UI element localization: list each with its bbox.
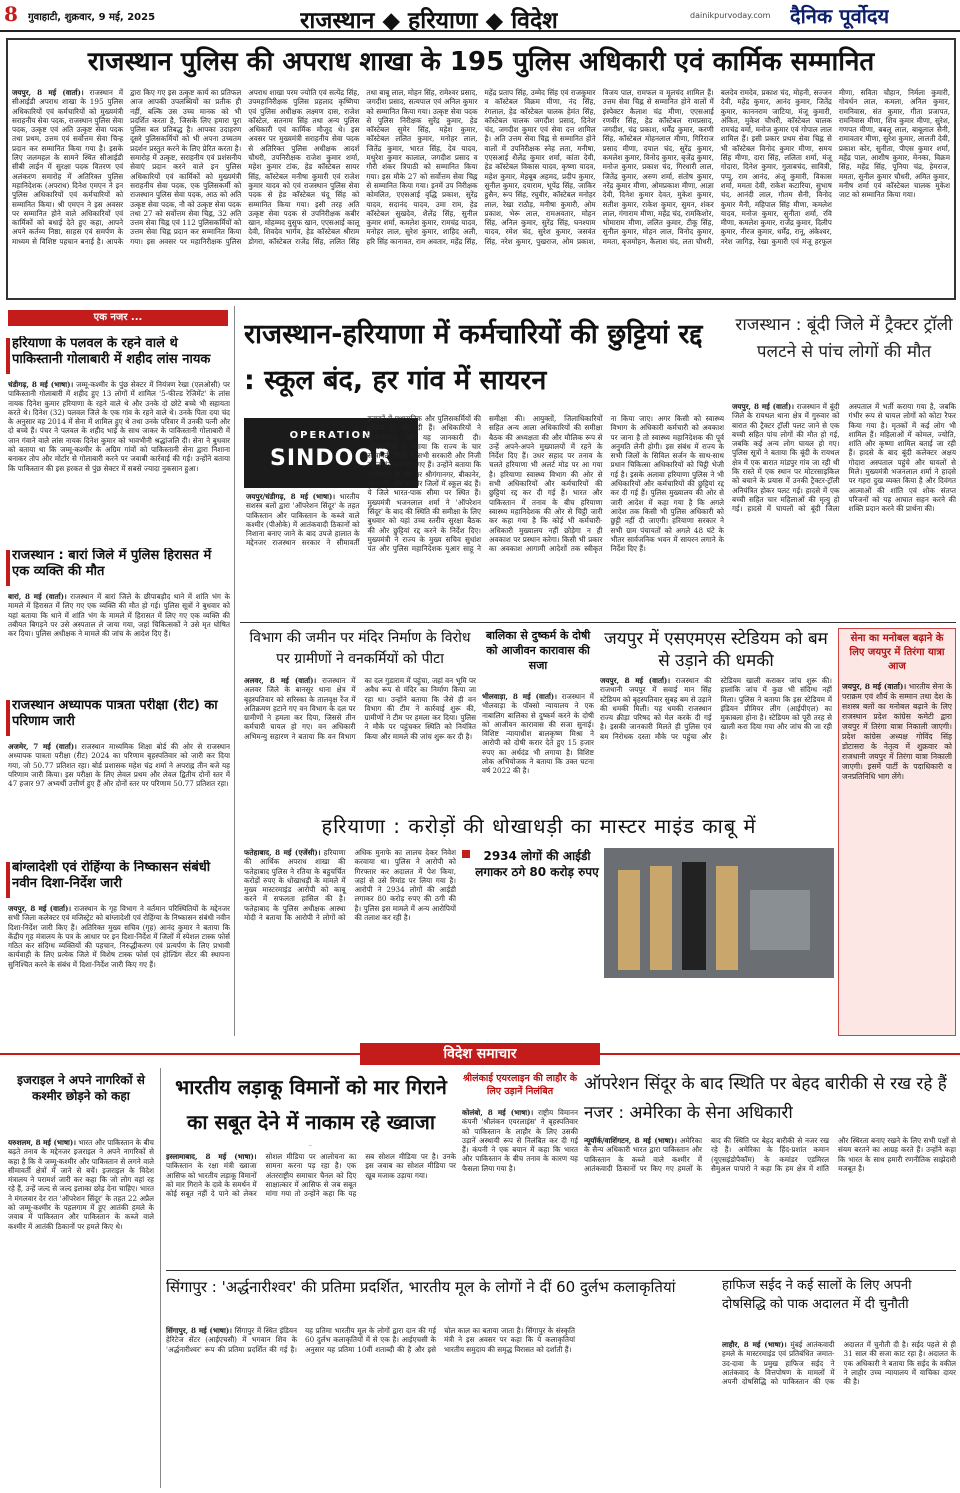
temple-headline: विभाग की जमीन पर मंदिर निर्माण के विरोध पर ग्रामीणों ने वनकर्मियों को पीटा	[249, 630, 471, 667]
officer-figure	[716, 866, 738, 970]
sms-dateline: जयपुर, 8 मई (वार्ता)।	[600, 676, 671, 685]
bundi-headline: राजस्थान : बूंदी जिले में ट्रैक्टर ट्रॉली पलटने से पांच लोगों की मौत	[735, 315, 953, 362]
usa-body	[584, 1136, 956, 1264]
divider	[166, 1270, 956, 1271]
srilanka-dateline: कोलंबो, 8 मई (भाषा)।	[462, 1108, 534, 1117]
bullet-icon	[462, 850, 470, 858]
lead-body	[12, 88, 950, 296]
srilanka-headline: श्रीलंकाई एयरलाइन की लाहौर के लिए उड़ानें निलंबित	[462, 1073, 578, 1097]
story-reet-text: राजस्थान माध्यमिक शिक्षा बोर्ड की ओर से राजस्थान अध्यापक पात्रता परीक्षा (रीट) 2024 का परिणाम बृहस्पतिवार को जारी कर दिया गया, जो 50.77 प्रतिशत रहा। बोर्ड प्रशासक महेश चंद्र शर्मा ने अपराह्न तीन बजे यह परिणाम जारी किया। इस परीक्षा के लिए लेवल प्रथम और लेवल द्वितीय दोनों स्तर में 47 हजार 97 अभ्यर्थी उत्तीर्ण हुए हैं और दोनों स्तर पर परिणाम 50.77 प्रतिशत रहा।	[8, 742, 230, 789]
story-reet-headline: राजस्थान अध्यापक पात्रता परीक्षा (रीट) का परिणाम जारी	[12, 698, 218, 729]
main-story-body	[246, 414, 724, 620]
hafiz-text: मुंबई आतंकवादी हमले के मास्टरमाइंड एवं प्रतिबंधित जमात-उद-दावा के प्रमुख हाफिज सईद ने आतंकवाद के वित्तपोषण के मामलों में अपनी दोषसिद्धि को पाकिस्तान की एक अदालत में चुनौती दी है। सईद पहले से ही 31 साल की सजा काट रहा है। अदालत के एक अधिकारी ने बताया कि सईद के वकील ने लाहौर उच्च न्यायालय में याचिका दायर की है।	[722, 1340, 956, 1387]
fraud-body	[244, 848, 456, 1034]
operation-label: OPERATION	[289, 430, 373, 441]
israel-text: भारत और पाकिस्तान के बीच बढ़ते तनाव के मद्देनजर इजराइल ने अपने नागरिकों से कहा है कि वे जम्मू-कश्मीर और पाकिस्तान से लगने वाले सीमावर्ती क्षेत्रों में जाने से बचें। इजराइल के विदेश मंत्रालय ने परामर्श जारी कर कहा कि जो लोग वहां रह रहे हैं, उन्हें जल्द से जल्द इलाका छोड़ देना चाहिए। भारत ने मंगलवार देर रात 'ऑपरेशन सिंदूर' के तहत 22 अप्रैल को जम्मू-कश्मीर के पहलगाम में हुए आतंकी हमले के जवाब में पाकिस्तान और पाकिस्तान के कब्जे वाले कश्मीर में आतंकी ठिकानों पर हमले किए थे।	[8, 1138, 154, 1231]
army-box-body	[842, 682, 952, 1032]
bundi-text: राजस्थान में बूंदी जिले के रायथल थाना क्षेत्र में गुरुवार को बारात की ट्रैक्टर ट्रॉली पलट जाने से एक बच्ची सहित पांच लोगों की मौत हो गई, जबकि कई अन्य लोग घायल हो गए। पुलिस सूत्रों ने बताया कि बूंदी के रायथल क्षेत्र में एक बारात मांडपुर गांव जा रही थी कि रास्ते में एक स्थान पर मोटरसाइकिल को बचाने के प्रयास में उनकी ट्रैक्टर-ट्रॉली अनियंत्रित होकर पलट गई। हादसे में एक बच्ची सहित चार महिलाओं की मृत्यु हो गई। हादसे में घायलों को बूंदी जिला अस्पताल में भर्ती कराया गया है, जबकि गंभीर रूप से घायल लोगों को कोटा रैफर किया गया है। मृतकों में कई लोग भी शामिल हैं। महिलाओं में कोमल, ज्योति, शांति और कृष्णा शामिल बताई जा रही हैं। हादसे के बाद बूंदी कलेक्टर अक्षय गोदारा अस्पताल पहुंचे और घायलों से मिले। मुख्यमंत्री भजनलाल शर्मा ने हादसे पर गहरा दुख व्यक्त किया है और दिवंगत आत्माओं की शांति एवं शोक संतप्त परिजनों को यह आघात सहन करने की शक्ति प्रदान करने की प्रार्थना की।	[732, 402, 956, 514]
accent-bar	[6, 700, 10, 736]
israel-body	[8, 1138, 154, 1488]
story-bangladeshi-text: राजस्थान के गृह विभाग ने वर्तमान परिस्थितियों के मद्देनजर सभी जिला कलेक्टर एवं मजिस्ट्रेट को बांग्लादेशी एवं रोहिंग्या के निष्कासन संबंधी नवीन दिशा-निर्देश जारी किए हैं। अतिरिक्त मुख्य सचिव (गृह) आनंद कुमार ने बताया कि केंद्रीय गृह मंत्रालय के पत्र के आधार पर इन दिशा-निर्देश में जिलों में स्पेशल टास्क फोर्स गठित कर संदिग्ध व्यक्तियों की पहचान, निरुद्धीकरण एवं प्रत्यर्पण के लिए प्रभावी कार्यवाही के लिए प्रत्येक जिले में विशेष टास्क फोर्स एवं होल्डिंग सेंटर की स्थापना सुनिश्चित करने के संबंध में दिशा-निर्देश जारी किए गए हैं।	[8, 904, 230, 969]
edition-date: गुवाहाटी, शुक्रवार, 9 मई, 2025	[28, 12, 156, 23]
image-spacer	[246, 414, 360, 492]
story-palwal-headline: हरियाणा के पलवल के रहने वाले थे पाकिस्तानी गोलाबारी में शहीद लांस नायक	[12, 336, 211, 367]
story-palwal-body	[8, 380, 230, 538]
videsh-banner: विदेश समाचार	[360, 1043, 600, 1065]
story-palwal-text: जम्मू-कश्मीर के पुंछ सेक्टर में नियंत्रण रेखा (एलओसी) पर पाकिस्तानी गोलाबारी में शहीद हुए 13 लोगों में शामिल '5-फील्ड रेजिमेंट' के लांस नायक दिनेश कुमार हरियाणा के रहने वाले थे और उनके दो छोटे बच्चे भी सहायता करते थे। दिनेश (32) पलवल जिले के एक गांव के रहने वाले थे। उनके पिता दया चंद के अनुसार वह 2014 में सेना में शामिल हुए थे तथा उनके परिवार में उनकी पत्नी और दो बच्चे हैं। पंचर ने पलवल के शहीद भाई के साथ जाकर के पाकिस्तानी गोलाबारी में जान गंवाने वाले लांस नायक दिनेश कुमार को भावभीनी श्रद्धांजलि दी। सेना ने बुधवार को बताया था कि जम्मू-कश्मीर के अग्रिम गांवों को पाकिस्तानी सेना द्वारा निशाना बनाकर तोप और मोर्टार से गोलाबारी करने पर जवाबी कार्रवाई की गई। उन्होंने बताया कि पाकिस्तान की इस हरकत से पुंछ सेक्टर में सबसे ज्यादा नुकसान हुआ।	[8, 380, 230, 473]
temple-body	[244, 676, 476, 808]
accused-figure	[682, 862, 706, 970]
balika-text: राजस्थान में भीलवाड़ा के पॉक्सो न्यायालय ने एक नाबालिग बालिका से दुष्कर्म करने के दोषी को आजीवन कारावास की सजा सुनाई। विशिष्ट न्यायाधीश बालकृष्ण मिश्रा ने आरोपी को दोषी करार देते हुए 15 हजार रुपए का अर्थदंड भी लगाया है। विशिष्ट लोक अभियोजक ने बताया कि उक्त घटना वर्ष 2022 की है।	[482, 692, 594, 776]
balika-dateline: भीलवाड़ा, 8 मई (वार्ता)।	[482, 692, 557, 701]
asif-dateline: इस्लामाबाद, 8 मई (भाषा)।	[166, 1152, 257, 1161]
sms-headline: जयपुर में एसएमएस स्टेडियम को बम से उड़ाने की धमकी	[604, 629, 828, 671]
story-baran-body	[8, 592, 230, 688]
usa-text: अमेरिका के सैन्य अधिकारी भारत द्वारा पाकिस्तान और पाकिस्तान के कब्जे वाले कश्मीर में आतंकवादी ठिकानों पर किए गए हमलों के बाद की स्थिति पर बेहद बारीकी से नजर रख रहे हैं। अमेरिका के हिंद-प्रशांत कमान (यूएसइंडोपैकॉम) के कमांडर एडमिरल सैमुअल पापारो ने कहा कि हम क्षेत्र में शांति और स्थिरता बनाए रखने के लिए सभी पक्षों से संयम बरतने का आग्रह करते हैं। उन्होंने कहा कि भारत के साथ हमारी रणनीतिक साझेदारी मजबूत है।	[584, 1136, 956, 1173]
newspaper-logo: दैनिक पूर्वोदय	[790, 4, 890, 28]
israel-dateline: यरुशलम, 8 मई (भाषा)।	[8, 1138, 76, 1147]
singapore-text: सिंगापुर में स्थित इंडियन हेरिटेज सेंटर (आईएचसी) में भगवान शिव के 'अर्द्धनारीश्वर' रूप की प्रतिमा प्रदर्शित की गई है। यह प्रतिमा भारतीय मूल के लोगों द्वारा दान की गई 60 दुर्लभ कलाकृतियों में से एक है। आईएचसी के अनुसार यह प्रतिमा 10वीं शताब्दी की है और इसे चोल काल का बताया जाता है। सिंगापुर के संस्कृति मंत्री ने इस अवसर पर कहा कि ये कलाकृतियां भारतीय समुदाय की समृद्ध विरासत को दर्शाती हैं।	[166, 1326, 575, 1354]
desk-figure	[750, 890, 810, 950]
fraud-dateline: फतेहाबाद, 8 मई (एजेंसी)।	[244, 848, 321, 857]
page-number: 8	[4, 2, 18, 26]
hafiz-headline: हाफिज सईद ने कई सालों के लिए अपनी दोषसिद्धि को पाक अदालत में दी चुनौती	[722, 1278, 912, 1312]
sms-body	[600, 676, 832, 808]
main-story-text: भारतीय सशस्त्र बलों द्वारा 'ऑपरेशन सिंदूर' के तहत पाकिस्तान और पाकिस्तान के कब्जे वाले कश्मीर (पीओके) में आतंकवादी ठिकानों को निशाना बनाए जाने के बाद उपजे हालात के मद्देनजर राजस्थान सरकार ने सीमावर्ती इलाकों में प्रशासनिक और पुलिसकर्मियों की छुट्टियां रद्द कर दी हैं। अधिकारियों ने बृहस्पतिवार को यह जानकारी दी। अधिकारियों ने बताया कि राज्य के चार सीमावर्ती जिलों में सभी सरकारी और निजी स्कूल बंद कर दिए गए हैं। उन्होंने बताया कि एहतियात के तौर पर श्रीगंगानगर, बीकानेर, जैसलमेर और बाड़मेर जिलों में स्कूल बंद हैं। ये जिले भारत-पाक सीमा पर स्थित हैं। मुख्यमंत्री भजनलाल शर्मा ने 'ऑपरेशन सिंदूर' के बाद की स्थिति की समीक्षा के लिए बुधवार को यहां उच्च स्तरीय सुरक्षा बैठक की और छुट्टियां रद्द करने के निर्देश दिए। मुख्यमंत्री ने राज्य के मुख्य सचिव सुधांश पंत और पुलिस महानिदेशक यूआर साहू ने समीक्षा की। आयुक्तों, जिलाधिकारियों सहित अन्य आला अधिकारियों की समीक्षा बैठक की अध्यक्षता की और मौलिक रूप से उन्हें अपने-अपने मुख्यालयों में रहने के निर्देश दिए हैं। उधर सहाद पर तनाव के चलते हरियाणा भी अलर्ट मोड पर आ गया है। हरियाणा स्वास्थ्य विभाग की ओर से सभी अधिकारियों और कर्मचारियों की छुट्टियां रद्द कर दी गई हैं। भारत और पाकिस्तान में तनाव के बीच हरियाणा स्वास्थ्य महानिदेशक की ओर से चिट्ठी जारी कर कहा गया है कि कोई भी कर्मचारी-अधिकारी मुख्यालय नहीं छोड़ेगा न ही अवकाश पर प्रस्थान करेगा। किसी भी प्रकार का अवकाश आगामी आदेशों तक स्वीकृत ना किया जाए। अगर किसी को स्वास्थ्य विभाग के अधिकारी कर्मचारी को अवकाश पर जाना है तो स्वास्थ्य महानिदेशक की पूर्व अनुमति लेनी होगी। इस संबंध में राज्य के सभी जिलों के सिविल सर्जन के साथ-साथ प्रधान चिकित्सा अधिकारियों को चिट्ठी भेजी गई है। इसके अलावा हरियाणा पुलिस ने भी अधिकारियों और कर्मचारियों की छुट्टियां रद्द कर दी गई हैं। पुलिस मुख्यालय की ओर से जारी आदेश में कहा गया है कि अगले आदेश तक किसी भी पुलिस अधिकारी को छुट्टी नहीं दी जाएगी। हरियाणा सरकार ने सभी ग्राम पंचायतों को अगले 48 घंटे के भीतर सार्वजनिक भवन में सायरन लगाने के निर्देश दिए हैं।	[246, 414, 724, 554]
usa-headline: ऑपरेशन सिंदूर के बाद स्थिति पर बेहद बारीकी से रख रहे हैं नजर : अमेरिका के सेना अधिकारी	[584, 1074, 947, 1123]
sms-text: राजस्थान की राजधानी जयपुर में सवाई मान सिंह स्टेडियम को बृहस्पतिवार सुबह बम से उड़ाने की धमकी मिली। यह धमकी राजस्थान राज्य क्रीड़ा परिषद को मेल करके दी गई है। इसकी जानकारी मिलते ही पुलिस एवं बम निरोधक दस्ता मौके पर पहुंचा और स्टेडियम खाली कराकर जांच शुरू की। हालांकि जांच में कुछ भी संदिग्ध नहीं मिला। पुलिस ने बताया कि इस स्टेडियम में इंडियन प्रीमियर लीग (आईपीएल) का मुकाबला होना है। स्टेडियम को पूरी तरह से खाली करा दिया गया और जांच की जा रही है।	[600, 676, 832, 741]
accent-bar	[6, 550, 10, 586]
column-rule	[234, 306, 235, 1036]
website-link[interactable]: dainikpurvoday.com	[690, 11, 771, 20]
asif-body	[166, 1152, 456, 1264]
army-box-title: सेना का मनोबल बढ़ाने के लिए जयपुर में तिरंगा यात्रा आज	[849, 633, 945, 672]
fraud-headline: हरियाणा : करोड़ों की धोखाधड़ी का मास्टर माइंड काबू में	[321, 814, 757, 838]
story-baran-dateline: बारां, 8 मई (वार्ता)।	[8, 592, 67, 601]
asif-headline: भारतीय लड़ाकू विमानों को मार गिराने का सबूत देने में नाकाम रहे ख्वाजा	[175, 1075, 447, 1134]
israel-headline: इजराइल ने अपने नागरिकों से कश्मीर छोड़ने को कहा	[17, 1073, 145, 1103]
hafiz-body	[722, 1340, 956, 1488]
hafiz-dateline: लाहौर, 8 मई (भाषा)।	[722, 1340, 787, 1349]
fraud-box-title: 2934 लोगों की आईडी लगाकर ठगे 80 करोड़ रुपए	[475, 849, 599, 879]
army-box-text: भारतीय सेना के पराक्रम एवं शौर्य के सम्मान तथा देश के सशस्त्र बलों का मनोबल बढ़ाने के लिए राजस्थान प्रदेश कांग्रेस कमेटी द्वारा जयपुर में तिरंगा यात्रा निकाली जाएगी। प्रदेश कांग्रेस अध्यक्ष गोविंद सिंह डोटासरा के नेतृत्व में शुक्रवार को राजधानी जयपुर में तिरंगा यात्रा निकाली जाएगी। इसमें पार्टी के पदाधिकारी व जनप्रतिनिधि भाग लेंगे।	[842, 682, 952, 781]
main-story-headline: राजस्थान-हरियाणा में कर्मचारियों की छुट्टियां रद्द : स्कूल बंद, हर गांव में सायरन	[244, 319, 703, 396]
srilanka-text: राष्ट्रीय विमानन कंपनी 'श्रीलंकन एयरलाइंस' ने बृहस्पतिवार को पाकिस्तान के लाहौर के लिए उसकी उड़ानें अस्थायी रूप से निलंबित कर दी गई हैं। कंपनी ने एक बयान में कहा कि भारत और पाकिस्तान के बीच तनाव के कारण यह फैसला लिया गया है।	[462, 1108, 578, 1173]
lead-body-text: राजस्थान में सीआईडी अपराध शाखा के 195 पुलिस अधिकारियों एवं कर्मचारियों को मुख्यमंत्री सराहनीय सेवा पदक, राजस्थान पुलिस सेवा पदक, उत्कृष्ट एवं अति उत्कृष्ट सेवा पदक तथा प्रथम, उत्तम एवं सर्वोत्तम सेवा चिन्ह प्रदान कर सम्मानित किया गया है। इसके लिए जलमहल के सामने स्थित सीआईडी सीबी लाईन में सुरक्षा पदक वितरण एवं अलंकरण समारोह में अतिरिक्त पुलिस महानिदेशक (अपराध) दिनेश एमएन ने इन पुलिस अधिकारियों एवं कर्मचारियों को सम्मानित किया। श्री एमएन ने इस अवसर पर सम्मानित होने वाले अधिकारियों एवं कार्मिकों को बधाई देते हुए कहा, आपने अपने कर्तव्य निष्ठा, साहस एवं समर्पण के माध्यम से विशिष्ट पहचान बनाई है। आपके द्वारा किए गए इस उत्कृष्ट कार्य का प्रतिफल आज आपकी उपलब्धियों का प्रतीक ही नहीं, बल्कि उस उच्च मानक को भी प्रदर्शित करता है, जिसके लिए हमारा पूरा पुलिस बल प्रतिबद्ध है। आपका उदाहरण दूसरे पुलिसकर्मियों को भी अपना उच्चतम प्रदर्शन प्रस्तुत करने के लिए प्रेरित करता है। समारोह में उत्कृष्ट, सराहनीय एवं प्रशंसनीय सेवाएं प्रदान करने वाले इन पुलिस अधिकारियों एवं कार्मिकों को मुख्यमंत्री सराहनीय सेवा पदक, एक पुलिसकर्मी को राजस्थान पुलिस सेवा पदक, आठ को अति उत्कृष्ट सेवा पदक, नौ को उत्कृष्ट सेवा पदक तथा 27 को सर्वोत्तम सेवा चिह्न, 32 अति उत्तम सेवा चिह्न एवं 112 पुलिसकर्मियों को उत्तम सेवा चिह्न प्रदान कर सम्मानित किया गया। इस अवसर पर महानिरीक्षक पुलिस अपराध शाखा परम ज्योति एवं सत्येंद्र सिंह, उपमहानिरीक्षक पुलिस प्रहलाद कृष्णिया एवं पुलिस अधीक्षक लक्ष्मण दास, राजेश कॉस्टेल, सतनाम सिंह तथा अन्य पुलिस अधिकारी एवं कार्मिक मौजूद थे। इस अवसर पर मुख्यमंत्री सराहनीय सेवा पदक से अतिरिक्त पुलिस अधीक्षक आदर्श चौधरी, उपनिरीक्षक राजेश कुमार शर्मा, महेश कुमार टांक, हेड कॉस्टेबल सायर सिंह, कॉस्टेबल मनीषा कुमारी एवं राजेश कुमार यादव को एवं राजस्थान पुलिस सेवा पदक से हेड कॉस्टेबल चंदू सिंह को सम्मानित किया गया। इसी तरह अति उत्कृष्ट सेवा पदक से उपनिरीक्षक कबीर खान, मोहम्मद युसुफ खान, एएसआई कालू देवी, शिवदेव भार्गव, हेड कॉस्टेबल श्रीराम डोगरा, कॉस्टेबल राजेंद्र सिंह, ललित सिंह तथा बाबू लाल, मोहन सिंह, रामेश्वर प्रसाद, जगदीश प्रसाद, सत्यपाल एवं अनिल कुमार को सम्मानित किया गया। उत्कृष्ट सेवा पदक से पुलिस निरीक्षक सुरेंद्र कुमार, हेड कॉस्टेबल सुमेर सिंह, महेश कुमार, कॉस्टेबल ललित कुमार, मनोहर लाल, जितेंद्र कुमार, भारत सिंह, देव यादव, मथुरेश कुमार कालाल, जगदीश प्रसाद व गौरी शंकर त्रिपाठी को सम्मानित किया गया। इस मौके 27 को सर्वोत्तम सेवा चिह्न से सम्मानित किया गया। इनमें उप निरीक्षक कोमलित, एएसआई वृद्धि प्रकाश, सुरेंद्र यादव, सदानंद यादव, उमा राम, हेड कॉस्टेबल सुखदेव, शैलेंद्र सिंह, सुनील कुमार शर्मा, कमलेश कुमार, रामचंद्र यादव, मनोहर लाल, सुरेश कुमार, शाहिद अली, हरि सिंह कानावत, राम अवतार, महेंद्र सिंह, महेंद्र प्रताप सिंह, उम्मेद सिंह एवं राजकुमार व कॉस्टेबल विक्रम मीणा, नंद सिंह, रंगलाल, हेड कॉस्टेबल चालक हेमंत सिंह, कॉस्टेबल चालक जगदीश प्रसाद, दिनेश चंद, जगदीश कुमार एवं सेवा दत्त शामिल है। अति उत्तम सेवा चिह्न से सम्मानित होने वालों में उपनिरीक्षक स्नेह लता, मनीषा, एएसआई शैलेंद्र कुमार शर्मा, कांता देवी, हेड कॉस्टेबल विकास यादव, कृष्णा यादव, महेश कुमार, मेहबूब अहमद, प्रदीप कुमार, सुनील कुमार, दयाराम, भूपेंद्र सिंह, जाकिर हुसैन, रूप सिंह, रघुवीर, कॉस्टेबल मनोहर लाल, रेखा राठौड़, मनीषा कुमारी, ओम प्रकाश, भेरू लाल, रामअवतार, मोहन सिंह, अनिल कुमार, सुरेंद्र सिंह, घनश्याम यादव, रमेश चंद, सुरेश कुमार, जसवंत सिंह, नरेश कुमार, पुखराज, ओम प्रकाश, विजय पाल, रामफल व मूलचंद शामिल हैं। उत्तम सेवा चिह्न से सम्मानित होने वालों में इंस्पेक्टर कैलाश चंद्र मीणा, एएसआई रणवीर सिंह, हेड कॉस्टेबल रामप्रसाद, जगदीश, चंद्र प्रकाश, धर्मेंद्र कुमार, करणी सिंह, कॉस्टेबल मोहनलाल मीणा, गिरिराज प्रसाद मीणा, दयाल चंद, सुरेंद्र कुमार, कमलेश कुमार, विनोद कुमार, बृजेंद्र कुमार, मनोज कुमार, प्रकाश चंद, गिरधारी लाल, जितेंद्र कुमार, अरुण शर्मा, संतोष कुमार, नरेंद्र कुमार मीणा, ओमप्रकाश मीणा, आज्ञा देवी, दिनेश कुमार देवत, मुकेश कुमार, सतीश कुमार, राकेश कुमार, सुमन, शंकर लाल, गंगाराम मीणा, महेंद्र चंद, रामकिशोर, भोमाराम मीणा, ललित कुमार, टीकू सिंह, सुनील कुमार, मोहन लाल, विनोद कुमार, ममता, बृजमोहन, कैलाश चंद, लता चौधरी, बलदेव रामदेव, प्रकाश चंद, मोहनी, सज्जन देवी, महेंद्र कुमार, आनंद कुमार, जितेंद्र कुमार, काननराम जाटिया, मंजू कुमारी, अंकित, मुकेश चौधरी, कॉस्टेबल चालक रामचंद्र वर्मा, मनोज कुमार एवं गोपाल लाल शामिल हैं। इसी प्रकार प्रथम सेवा चिह्न से भी कॉस्टेबल विनोद कुमार मीणा, समय सिंह मीणा, दारा सिंह, ललिता शर्मा, मंजू गोदारा, दिनेश कुमार, गुलाबचंद, सावित्री, पप्पू, राम आनंद, अंजू कुमारी, विकास शर्मा, ममता देवी, राकेश कटारिया, सुभाष चंद, आनंदी लाल, गौतम सैनी, विनोद कुमार मैनी, महिपाल सिंह मीणा, कमलेश यादव, मनोज कुमार, सुनीता शर्मा, रवि मीणा, कमलेश कुमार, राजेंद्र कुमार, दिलीप कुमार, नीरज कुमार, धर्मेंद्र, रानू, अंकेश्वर, नरेश जागिड़, रेखा कुमारी एवं मंजू हरफूल मीणा, सविता चौहान, निर्मला कुमारी, गोवर्धन लाल, कमला, अनिल कुमार, रामनिवास, संत कुमार, गीता प्रजापत, रामनिवास मीणा, शिव कुमार मीणा, सुरेश, गणपत मीणा, बबलू लाल, बाबूलाल सैनी, रामावतार मीणा, सुरेश कुमार, लालती देवी, प्रकाश कोर, सुनीता, पीएस कुमार शर्मा, महेंद्र पाल, आशीष कुमार, मेनका, विक्रम सिंह, महेंद्र सिंह, पूनिया चंद्र, हेमराज, ममता, सुनील कुमार चौधरी, अमित कुमार, मनीष शर्मा एवं कॉस्टेबल चालक मुकेश जाट को सम्मानित किया गया।	[12, 88, 950, 246]
column-rule	[160, 1068, 161, 1488]
usa-dateline: न्यूयॉर्क/वाशिंगटन, 8 मई (भाषा)।	[584, 1136, 677, 1145]
ek-nazar-label: एक नजर ...	[8, 310, 228, 326]
sindoor-label: SINDOOR	[269, 446, 393, 471]
temple-dateline: अलवर, 8 मई (वार्ता)।	[244, 676, 317, 685]
divider	[240, 622, 956, 623]
story-baran-text: राजस्थान में बारां जिले के छीपाबड़ौद थाने में शांति भंग के मामले में हिरासत में लिए गए एक व्यक्ति की मौत हो गई। पुलिस सूत्रों ने बुधवार को यहां बताया कि थाने में शांति भंग के मामले में हिरासत में लिए गए एक व्यक्ति की तबीयत बिगड़ने पर उसे अस्पताल ले जाया गया, जहां चिकित्सकों ने उसे मृत घोषित कर दिया। पुलिस अधीक्षक ने मामले की जांच के आदेश दिए हैं।	[8, 592, 230, 639]
singapore-headline: सिंगापुर : 'अर्द्धनारीश्वर' की प्रतिमा प्रदर्शित, भारतीय मूल के लोगों ने दीं 60 दुर्लभ कलाकृतियां	[166, 1278, 676, 1296]
story-reet-dateline: अजमेर, 7 मई (वार्ता)।	[8, 742, 77, 751]
bundi-body	[732, 402, 956, 614]
story-bangladeshi-dateline: जयपुर, 8 मई (वार्ता)।	[8, 904, 72, 913]
main-story-dateline: जयपुर/चंडीगढ़, 8 मई (भाषा)।	[246, 492, 336, 501]
lead-headline: राजस्थान पुलिस की अपराध शाखा के 195 पुलिस अधिकारी एवं कार्मिक सम्मानित	[10, 42, 952, 84]
balika-headline: बालिका से दुष्कर्म के दोषी को आजीवन कारावास की सजा	[485, 629, 591, 672]
temple-text: राजस्थान में अलवर जिले के बानसूर थाना क्षेत्र में बृहस्पतिवार को सरिस्का के तालवृक्ष रेंज में अतिक्रमण हटाने गए वन विभाग के दल पर ग्रामीणों ने हमला कर दिया, जिससे तीन कर्मचारी घायल हो गए। वन अधिकारी अभिमन्यु सहारण ने बताया कि वन विभाग का दल गुडाराम में पहुंचा, जहां वन भूमि पर अवैध रूप से मंदिर का निर्माण किया जा रहा था। उन्होंने बताया कि जैसे ही वन विभाग की टीम ने कार्रवाई शुरू की, ग्रामीणों ने टीम पर हमला कर दिया। पुलिस ने मौके पर पहुंचकर स्थिति को नियंत्रित किया और मामले की जांच शुरू कर दी है।	[244, 676, 476, 741]
bundi-dateline: जयपुर, 8 मई (वार्ता)।	[732, 402, 795, 411]
singapore-dateline: सिंगापुर, 8 मई (भाषा)।	[166, 1326, 232, 1335]
story-bangladeshi-headline: बांग्लादेशी एवं रोहिंग्या के निष्कासन संबंधी नवीन दिशा-निर्देश जारी	[12, 860, 211, 891]
officer-figure	[650, 866, 672, 970]
story-palwal-dateline: चंडीगढ़, 8 मई (भाषा)।	[8, 380, 74, 389]
story-bangladeshi-body	[8, 904, 230, 1028]
fraud-text: हरियाणा की आर्थिक अपराध शाखा की फतेहाबाद पुलिस ने रतिया के बहुचर्चित करोड़ों रुपए के धोखाधड़ी के मामले में मुख्य मास्टरमाइंड आरोपी को काबू करने में सफलता हासिल की है। फतेहाबाद के पुलिस अधीक्षक आस्था मोदी ने बताया कि आरोपी ने लोगों को अधिक मुनाफे का लालच देकर निवेश करवाया था। पुलिस ने आरोपी को गिरफ्तार कर अदालत में पेश किया, जहां से उसे रिमांड पर लिया गया है। आरोपी ने 2934 लोगों की आईडी लगाकर 80 करोड़ रुपए की ठगी की है। पुलिस इस मामले में अन्य आरोपियों की तलाश कर रही है।	[244, 848, 456, 923]
asif-text: पाकिस्तान के रक्षा मंत्री ख्वाजा आसिफ को भारतीय लड़ाकू विमानों को मार गिराने के दावे के समर्थन में कोई सबूत नहीं दे पाने को लेकर सोशल मीडिया पर आलोचना का सामना करना पड़ रहा है। एक अंतरराष्ट्रीय समाचार चैनल को दिए साक्षात्कार में आसिफ से जब सबूत मांगा गया तो उन्होंने कहा कि यह सब सोशल मीडिया पर है। उनके इस जवाब का सोशल मीडिया पर खूब मजाक उड़ाया गया।	[166, 1152, 456, 1199]
story-baran-headline: राजस्थान : बारां जिले में पुलिस हिरासत में एक व्यक्ति की मौत	[12, 548, 212, 579]
singapore-body	[166, 1326, 714, 1488]
story-reet-body	[8, 742, 230, 840]
lead-dateline: जयपुर, 8 मई (वार्ता)।	[12, 88, 84, 97]
balika-body	[482, 692, 594, 808]
officer-figure	[618, 870, 640, 970]
accent-bar	[6, 338, 10, 374]
army-box-dateline: जयपुर, 8 मई (वार्ता)।	[842, 682, 907, 691]
section-title: राजस्थान ◆ हरियाणा ◆ विदेश	[300, 8, 558, 34]
accent-bar	[6, 862, 10, 898]
srilanka-body	[462, 1108, 578, 1264]
